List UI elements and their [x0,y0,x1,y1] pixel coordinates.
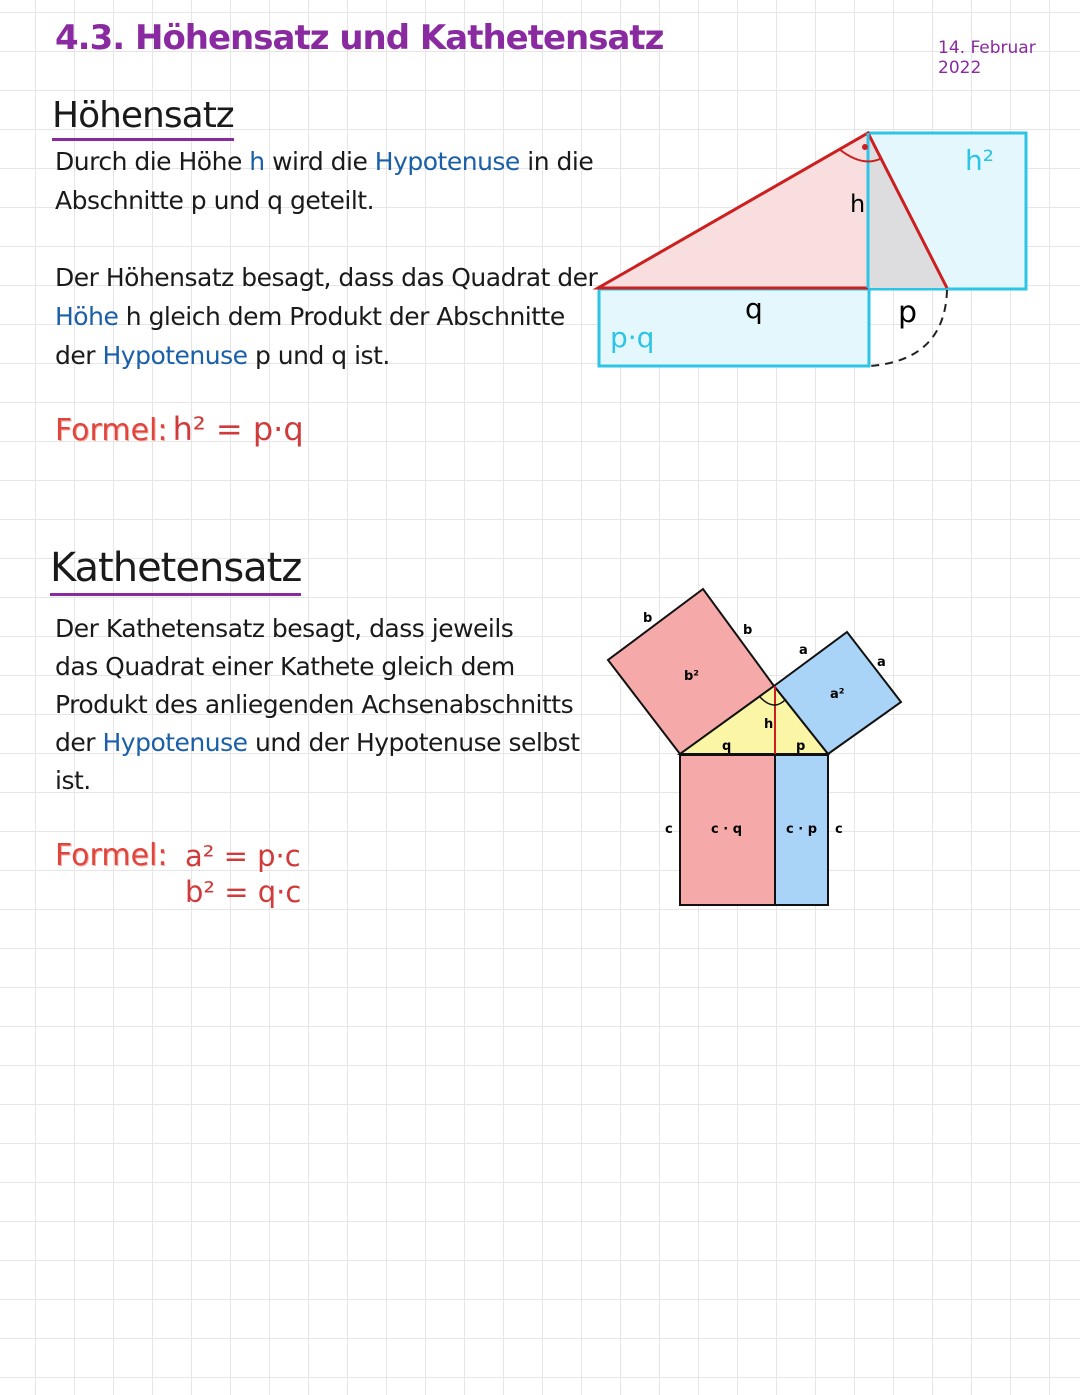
label-a: a [877,655,886,670]
label-b: b [643,611,653,626]
text: Hypotenuse [102,728,248,757]
label-p: p [796,739,806,754]
text: ist. [55,766,91,795]
label-a2: a² [830,687,845,702]
section-heading-kathetensatz [50,545,301,591]
label-q: q [745,292,763,325]
text: wird die [264,147,375,176]
label-b: b [743,623,753,638]
label-q: q [722,739,732,754]
text: Produkt des anliegenden Achsenabschnitts [55,690,574,719]
formula-a: a² = p·c [185,839,301,873]
text: Abschnitte p und q geteilt. [55,186,375,215]
text: der [55,728,103,757]
label-h: h [850,190,866,218]
label-c: c [835,822,843,837]
text: Hypotenuse [102,341,248,370]
text: Durch die Höhe [55,147,250,176]
formula: h² = p·q [172,410,304,448]
right-angle-dot [862,144,868,150]
text: das Quadrat einer Kathete gleich dem [55,652,515,681]
text: Höhe [55,302,119,331]
text: Der Kathetensatz besagt, dass jeweils [55,614,514,643]
formula-label: Formel: [55,413,168,448]
label-cq: c · q [711,822,743,837]
kathetensatz-diagram [608,589,901,905]
date: 14. Februar 2022 [938,38,1036,78]
label-c: c [665,822,673,837]
text: der [55,341,103,370]
hoehensatz-diagram [598,133,1026,366]
text: und der Hypotenuse selbst [247,728,580,757]
formula-b: b² = q·c [185,875,302,909]
kathetensatz-paragraph [55,610,615,800]
label-pq: p·q [610,321,655,354]
label-h: h [764,717,774,732]
label-h2: h² [965,144,994,177]
text: Der Höhensatz besagt, dass das Quadrat der [55,263,598,292]
label-p: p [898,295,918,330]
text: in die [519,147,594,176]
text: h [249,147,265,176]
text: h gleich dem Produkt der Abschnitte [118,302,565,331]
text: p und q ist. [247,341,390,370]
kathetensatz-formulas [185,838,301,910]
kathetensatz-formula [55,838,167,873]
heading-text: Höhensatz [52,95,234,141]
heading-text: Kathetensatz [50,545,301,596]
label-b2: b² [684,669,699,684]
formula-label: Formel: [55,838,168,873]
label-a: a [799,643,808,658]
text: Hypotenuse [374,147,520,176]
page-title: 4.3. Höhensatz und Kathetensatz [55,18,664,58]
label-cp: c · p [786,822,818,837]
